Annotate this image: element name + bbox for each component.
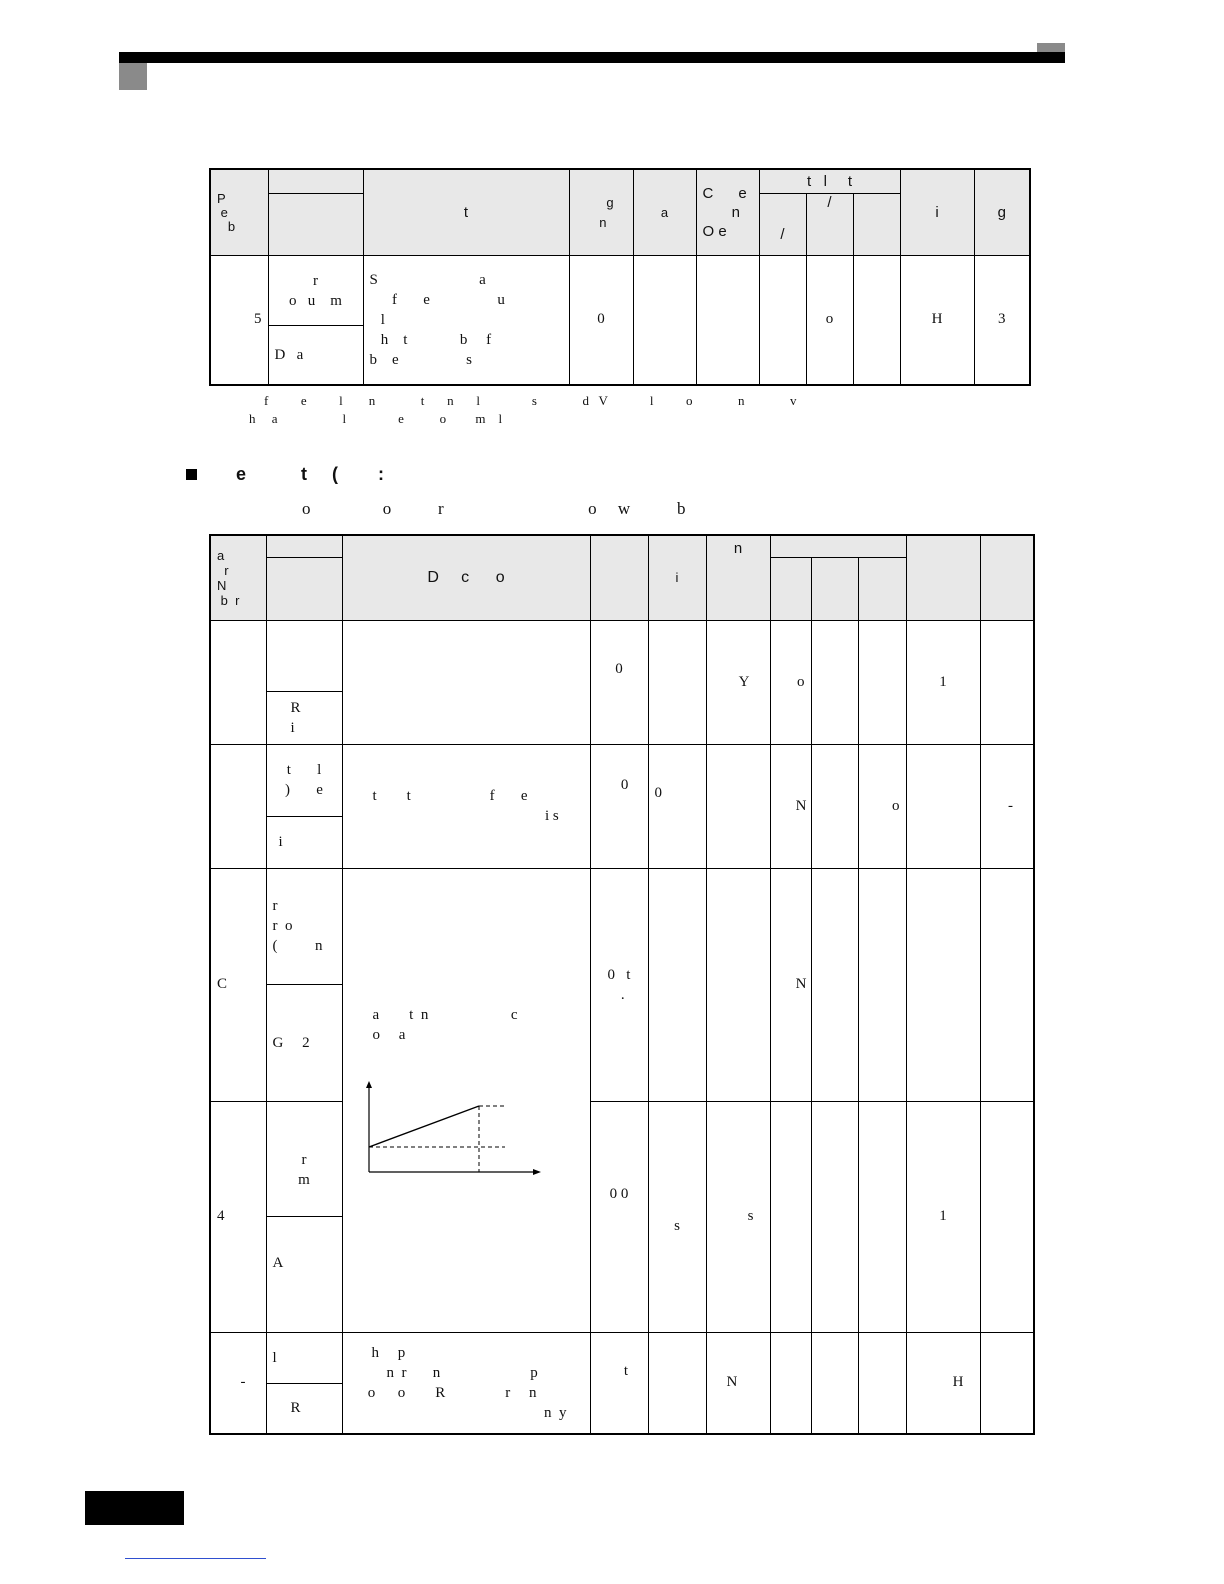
row-mdi: 1 — [906, 1101, 980, 1332]
range-header: g n — [569, 169, 633, 256]
header-tab-left — [119, 63, 147, 90]
row-mdi: H — [906, 1332, 980, 1434]
table-row — [210, 620, 266, 744]
description-header: t — [363, 169, 569, 256]
row-mdi — [906, 868, 980, 1101]
t2-access-level-header — [770, 535, 906, 557]
row-display-name: A — [266, 1216, 342, 1332]
param-name: r o u m — [268, 256, 363, 326]
table-note-line-2: h a l e o m l — [249, 411, 503, 426]
row-page — [980, 1332, 1034, 1434]
parameter-table-1 — [209, 168, 1031, 386]
row-access-1 — [770, 1101, 811, 1332]
row-name — [266, 620, 342, 691]
row-display-name: G 2 — [266, 984, 342, 1101]
table-row: - — [210, 1332, 266, 1434]
row-description: t t f e i s — [342, 744, 590, 868]
header-tab-right — [1037, 43, 1065, 52]
name-header-top — [268, 169, 363, 194]
row-access-2 — [811, 744, 858, 868]
row-display-name: i — [266, 816, 342, 868]
table-row: 4 — [210, 1101, 266, 1332]
characteristic-graph — [345, 1080, 550, 1190]
parameter-table-2 — [209, 534, 1035, 1435]
access-level-header: t l t — [759, 169, 900, 194]
row-unit — [648, 868, 706, 1101]
row-display-name: R — [266, 1383, 342, 1434]
mdi-header: i — [900, 169, 974, 256]
t2-description-header: D c o — [342, 535, 590, 620]
t2-page-header — [980, 535, 1034, 620]
section-bullet-icon — [186, 469, 197, 480]
row-change: Y — [706, 620, 770, 744]
row-access-2 — [811, 1332, 858, 1434]
change-during-operation-header: C e n O e — [696, 169, 759, 256]
row-description: h p n r n p o o R r n n y — [342, 1332, 590, 1434]
t2-name-header-bottom — [266, 557, 342, 620]
table-row — [210, 744, 266, 868]
row-access-3 — [858, 1101, 906, 1332]
row-unit: 0 — [648, 744, 706, 868]
t2-access-level-col-3 — [858, 557, 906, 620]
row-access-2 — [811, 620, 858, 744]
table-note-line-1: f e l n t n l s d V l o n v — [264, 393, 797, 408]
section-title: e t ( : — [236, 464, 385, 484]
mdi-register: H — [900, 256, 974, 385]
t2-access-level-col-1 — [770, 557, 811, 620]
row-range: 0 t . — [590, 868, 648, 1101]
t2-range-header — [590, 535, 648, 620]
footer-page-block — [85, 1491, 184, 1525]
factory-setting — [633, 256, 696, 385]
row-page — [980, 1101, 1034, 1332]
param-number: 5 — [210, 256, 268, 385]
page-ref: 3 — [974, 256, 1030, 385]
row-description — [342, 620, 590, 744]
access-level-1 — [759, 256, 806, 385]
row-access-1: o — [770, 620, 811, 744]
row-access-2 — [811, 1101, 858, 1332]
param-display-name: D a — [268, 326, 363, 385]
access-level-col-1: / — [759, 194, 806, 256]
row-page — [980, 620, 1034, 744]
merged-description-text: a t n c o a — [372, 1006, 518, 1043]
row-access-3 — [858, 620, 906, 744]
row-access-3: o — [858, 744, 906, 868]
table-row: C — [210, 868, 266, 1101]
row-range: 0 0 — [590, 1101, 648, 1332]
row-display-name: R i — [266, 691, 342, 744]
section-subtitle: o o r o w b — [302, 499, 686, 518]
setting-range: 0 — [569, 256, 633, 385]
access-level-2: o — [806, 256, 853, 385]
t2-name-header-top — [266, 535, 342, 557]
param-number-header: P e b — [210, 169, 268, 256]
row-unit — [648, 620, 706, 744]
row-change: N — [706, 1332, 770, 1434]
row-unit — [648, 1332, 706, 1434]
param-description: S a f e u l h t b f b e s — [363, 256, 569, 385]
t2-change-header: n — [706, 535, 770, 620]
access-level-3 — [853, 256, 900, 385]
row-access-3 — [858, 868, 906, 1101]
access-level-col-3 — [853, 194, 900, 256]
graph-background — [345, 1080, 550, 1190]
name-header-bottom — [268, 194, 363, 256]
row-access-3 — [858, 1332, 906, 1434]
unit-header: a — [633, 169, 696, 256]
change-during-operation — [696, 256, 759, 385]
row-access-1 — [770, 1332, 811, 1434]
row-name: t l ) e — [266, 744, 342, 816]
header-rule — [119, 52, 1065, 63]
row-change — [706, 744, 770, 868]
row-range: 0 — [590, 620, 648, 744]
row-mdi — [906, 744, 980, 868]
row-name: l — [266, 1332, 342, 1383]
row-page: - — [980, 744, 1034, 868]
row-change — [706, 868, 770, 1101]
row-name: r r o ( n — [266, 868, 342, 984]
row-range: 0 — [590, 744, 648, 868]
row-name: r m — [266, 1101, 342, 1216]
t2-param-number-header: a r N b r — [210, 535, 266, 620]
row-range: t — [590, 1332, 648, 1434]
row-change: s — [706, 1101, 770, 1332]
row-access-1: N — [770, 744, 811, 868]
t2-unit-header: i — [648, 535, 706, 620]
t2-access-level-col-2 — [811, 557, 858, 620]
page-header: g — [974, 169, 1030, 256]
row-mdi: 1 — [906, 620, 980, 744]
row-unit: s — [648, 1101, 706, 1332]
row-access-2 — [811, 868, 858, 1101]
row-access-1: N — [770, 868, 811, 1101]
footer-link-underline[interactable] — [125, 1558, 266, 1559]
access-level-col-2: / — [806, 194, 853, 256]
row-page — [980, 868, 1034, 1101]
t2-mdi-header — [906, 535, 980, 620]
